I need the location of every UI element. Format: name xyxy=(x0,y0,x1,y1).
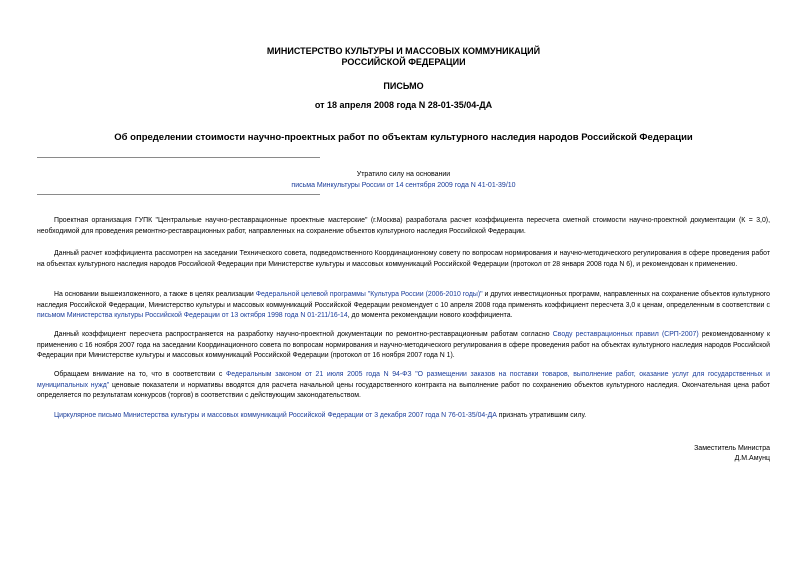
doc-date: от 18 апреля 2008 года N 28-01-35/04-ДА xyxy=(314,100,493,110)
paragraph-5-text-2: ценовые показатели и нормативы вводятся для расчета начальной цены государственного контракта на выполнение работ по сохранению объектов культурного наследия. Окончательная цена работ определяется по результатам конкурсов (торгов) в соответствии с действующим законодательством. xyxy=(37,381,770,400)
signature-name: Д.М.Амунц xyxy=(734,455,770,462)
paragraph-2: Данный расчет коэффициента рассмотрен на заседании Технического совета, подведомственного Координационному совету по вопросам нормирования и научно-методического регулирования в сфере проведения работ на объектах культурного наследия народов Российской Федерации при Министерстве культуры и массовых коммуникаций Российской Федерации (протокол от 28 января 2008 года N 6), и рекомендован к применению. xyxy=(37,250,770,268)
paragraph-4-text-1: Данный коэффициент пересчета распространяется на разработку научно-проектной документации по ремонтно-реставрационным работам согласно xyxy=(54,331,553,338)
link-restoration-rules[interactable]: Своду реставрационных правил (СРП-2007) xyxy=(552,331,699,338)
ministry-line-2: РОССИЙСКОЙ ФЕДЕРАЦИИ xyxy=(341,57,466,67)
paragraph-3-text-3: , до момента рекомендации нового коэффициента. xyxy=(347,312,513,320)
ministry-name xyxy=(0,46,807,68)
lapse-link-line xyxy=(0,182,807,189)
paragraph-4 xyxy=(37,330,770,362)
paragraph-3-text-2: и других инвестиционных программ, направленных на сохранение объектов культурного наследия Российской Федерации, Министерство культуры и массовых коммуникаций Российской Федерации рекомендует с 10 апреля 2008 года применять коэффициент пересчета 3,0 к ценам, определенным в соответствии с xyxy=(37,291,771,309)
doc-type: ПИСЬМО xyxy=(383,81,424,91)
link-ministry-letter-1998[interactable]: письмом Министерства культуры Российской Федерации от 13 октября 1998 года N 01-211/16-14 xyxy=(37,312,348,320)
paragraph-3 xyxy=(37,290,770,322)
paragraph-4-text-2: рекомендованному к применению с 16 ноября 2007 года на заседании Координационного совета по вопросам нормирования и научно-методического регулирования в сфере проведения работ на объектах культурного наследия народов Российской Федерации при Министерстве культуры и массовых коммуникаций Российской Федерации (протокол от 16 ноября 2007 года N 1). xyxy=(37,331,770,360)
paragraph-6 xyxy=(37,411,770,422)
paragraph-5-text-1: Обращаем внимание на то, что в соответствии с xyxy=(54,371,226,378)
paragraph-3-text-1: На основании вышеизложенного, а также в целях реализации xyxy=(54,291,256,298)
paragraph-5 xyxy=(37,370,770,402)
link-federal-law-94[interactable]: Федеральным законом от 21 июля 2005 года N 94-ФЗ "О размещении заказов на поставки товаров, выполнение работ, оказание услуг для государственных и муниципальных нужд" xyxy=(37,371,770,389)
paragraph-6-text-1: признать утратившим силу. xyxy=(496,412,587,419)
ministry-line-1: МИНИСТЕРСТВО КУЛЬТУРЫ И МАССОВЫХ КОММУНИКАЦИЙ xyxy=(266,46,541,56)
lapse-link[interactable]: письма Минкультуры России от 14 сентября 2009 года N 41-01-39/10 xyxy=(291,182,516,189)
doc-subject: Об определении стоимости научно-проектных работ по объектам культурного наследия народов Российской Федерации xyxy=(114,132,693,143)
signature-position: Заместитель Министра xyxy=(694,445,770,452)
link-federal-program[interactable]: Федеральной целевой программы "Культура России (2006-2010 годы)" xyxy=(255,291,483,298)
paragraph-1: Проектная организация ГУПК "Центральные научно-реставрационные проектные мастерские" (г.Москва) разработала расчет коэффициента пересчета сметной стоимости научно-проектной документации (К = 3,0), необходимой для проведения ремонтно-реставрационных работ, направленных на сохранение объектов культурного наследия Российской Федерации. xyxy=(37,217,770,235)
lapse-note: Утратило силу на основании xyxy=(356,171,451,178)
link-circular-letter-2007[interactable]: Циркулярное письмо Министерства культуры и массовых коммуникаций Российской Федерации от 3 декабря 2007 года N 76-01-35/04-ДА xyxy=(54,412,497,419)
divider-bottom xyxy=(37,194,320,195)
divider-top xyxy=(37,157,320,158)
